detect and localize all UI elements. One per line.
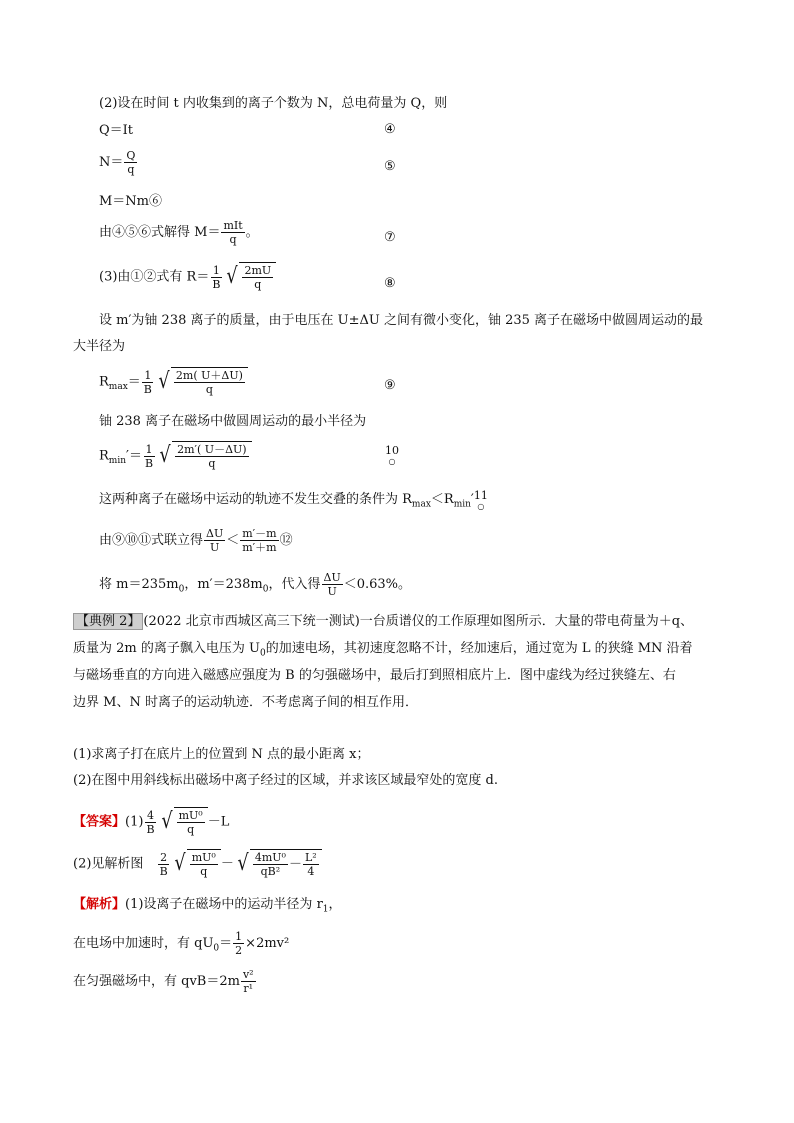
eq-r-frac-den: B — [212, 277, 221, 291]
eq-r-frac — [210, 264, 222, 291]
cond-mid: ＜R — [430, 492, 454, 507]
final-pre: 将 m＝235m — [99, 577, 179, 592]
eq-rmin — [99, 441, 252, 471]
final-sub-b: 0 — [262, 584, 269, 595]
answer-2-den: B — [159, 864, 168, 878]
eq-tag-12: ⑫ — [279, 533, 293, 548]
answer-1-sqrt-num: mU⁰ — [178, 809, 203, 822]
cond-min-sub: min — [453, 499, 471, 510]
eq-r-sqrt-num: 2mU — [244, 264, 272, 277]
eq-r-lhs: (3)由①②式有 R＝ — [99, 269, 210, 285]
eq-rmin-eq: ′＝ — [126, 448, 142, 464]
eq-solve — [99, 219, 259, 246]
eq-tag-4: ④ — [384, 122, 396, 137]
eq-q-it: Q＝It — [99, 123, 134, 138]
final-post: ＜0.63%。 — [343, 577, 412, 592]
ineq-line — [99, 527, 293, 554]
ineq-left-num: ΔU — [206, 527, 224, 540]
eq-rmax-sqrt: √ $\frac{2m( U+\Delta U)}{q}$ — [157, 367, 248, 397]
answer-2-sqrt2-den2: 4 — [307, 865, 315, 878]
eq-tag-10-circle: ○ — [388, 457, 396, 466]
eq-rmin-frac-num: 1 — [145, 442, 153, 456]
eq-solve-post: 。 — [245, 225, 259, 240]
final-mid: ，m′＝238m — [184, 577, 263, 592]
eq-rmax-sub: max — [108, 382, 128, 393]
para-min-radius: 铀 238 离子在磁场中做圆周运动的最小半径为 — [99, 414, 367, 429]
eq-r-frac-num: 1 — [212, 263, 220, 277]
answer-2-num: 2 — [160, 850, 168, 864]
example-label: 【典例 2】 — [73, 613, 143, 630]
answer-2-sqrt2-num2: L² — [304, 851, 317, 864]
analysis-half-den: 2 — [235, 944, 243, 957]
eq-rmin-sqrt: √ $\frac{2m'( U-\Delta U)}{q}$ — [158, 441, 252, 471]
eq-rmax-eq: ＝ — [127, 374, 141, 390]
eq-rmax — [99, 367, 248, 397]
ineq-left-frac — [204, 527, 225, 554]
ineq-lt: ＜ — [226, 533, 240, 548]
answer-2-frac — [158, 851, 170, 878]
final-mid2: ，代入得 — [268, 577, 321, 592]
analysis-text-2-post: ×2mv² — [245, 936, 290, 951]
analysis-half-num: 1 — [235, 930, 243, 943]
eq-rmin-sqrt-num: 2m′( U－ΔU) — [177, 443, 247, 456]
answer-label: 【答案】 — [73, 814, 126, 830]
eq-n-den: q — [127, 163, 135, 176]
analysis-v2-den: r¹ — [243, 982, 254, 995]
eq-tag-11 — [474, 491, 488, 512]
eq-tag-8: ⑧ — [384, 276, 396, 291]
eq-rmin-frac — [143, 443, 155, 470]
final-frac — [322, 571, 343, 598]
eq-tag-11-num: 11 — [473, 489, 488, 502]
eq-tag-7: ⑦ — [384, 230, 396, 245]
answer-1-pre: (1) — [125, 814, 144, 830]
para-m-prime: 设 m′为铀 238 离子的质量，由于电压在 U±ΔU 之间有微小变化，铀 235 离子在磁场中做圆周运动的最 — [99, 313, 704, 328]
eq-rmin-frac-den: B — [144, 456, 154, 470]
example-line-1 — [73, 613, 693, 631]
eq-r — [99, 262, 276, 292]
answer-1-sqrt: √ $\frac{\text{mU⁰}}{q}$ — [160, 807, 208, 837]
eq-rmax-frac — [142, 369, 154, 396]
eq-rmax-frac-num: 1 — [144, 368, 152, 382]
cond-line — [99, 491, 488, 514]
answer-1-den: B — [146, 822, 155, 836]
eq-solve-den: q — [229, 233, 237, 246]
answer-1-sqrt-den: q — [187, 823, 195, 836]
eq-tag-9: ⑨ — [384, 378, 396, 393]
analysis-u0-sub: 0 — [213, 943, 220, 954]
cond-post: ′ — [470, 492, 474, 507]
analysis-eq: ＝ — [219, 936, 233, 951]
eq-n-num: Q — [126, 149, 136, 162]
analysis-v2-num: v² — [242, 968, 254, 981]
final-den: U — [327, 585, 337, 598]
eq-rmin-r: R — [99, 448, 109, 464]
analysis-r1-sub: 1 — [322, 904, 329, 915]
analysis-line-2 — [73, 930, 289, 958]
ineq-pre: 由⑨⑩⑪式联立得 — [99, 533, 204, 548]
eq-rmax-frac-den: B — [143, 382, 152, 396]
cond-max-sub: max — [411, 499, 431, 510]
eq-tag-10 — [385, 446, 399, 467]
eq-rmin-sub: min — [108, 456, 127, 467]
answer-2-sqrt-2: √ $\frac{\text{4mU⁰}}{\text{qB²}}$ － $\frac{\text{L²}}{4}$ — [236, 849, 322, 879]
ineq-right-den: m′＋m — [242, 541, 277, 554]
example-u0-sub: 0 — [259, 648, 266, 659]
cond-pre: 这两种离子在磁场中运动的轨迹不发生交叠的条件为 R — [99, 492, 412, 507]
eq-rmax-sqrt-num: 2m( U＋ΔU) — [175, 369, 243, 382]
answer-2-sqrt1-num: mU⁰ — [191, 851, 216, 864]
answer-1-num: 4 — [146, 808, 154, 822]
eq-solve-num: mIt — [223, 219, 243, 232]
eq-solve-frac — [221, 219, 244, 246]
eq-solve-pre: 由④⑤⑥式解得 M＝ — [99, 225, 221, 240]
example-text-2: 质量为 2m 的离子飘入电压为 U — [73, 641, 260, 656]
eq-r-sqrt-den: q — [254, 278, 262, 291]
answer-2-sqrt2-den: qB² — [260, 865, 281, 878]
ineq-right-frac — [240, 527, 278, 554]
para-m-prime-cont: 大半径为 — [73, 339, 126, 354]
analysis-v2-frac — [241, 968, 256, 995]
eq-r-sqrt: √ $\frac{2mU}{q}$ — [225, 262, 276, 292]
example-line-3: 与磁场垂直的方向进入磁感应强度为 B 的匀强磁场中，最后打到照相底片上．图中虚线为经过狭缝左、右 — [73, 668, 676, 683]
eq-rmax-r: R — [99, 374, 109, 390]
analysis-text-2-pre: 在电场中加速时，有 qU — [73, 936, 214, 951]
answer-1-post: －L — [207, 814, 230, 830]
answer-2-sqrt1-den: q — [200, 865, 208, 878]
final-num: ΔU — [323, 571, 341, 584]
eq-m: M＝Nm⑥ — [99, 194, 163, 209]
eq-n-lhs: N＝ — [99, 155, 124, 170]
eq-n — [99, 149, 138, 176]
question-1: (1)求离子打在底片上的位置到 N 点的最小距离 x； — [73, 747, 370, 762]
part2-intro: (2)设在时间 t 内收集到的离子个数为 N，总电荷量为 Q，则 — [99, 96, 448, 111]
answer-line-1 — [73, 807, 229, 837]
analysis-label: 【解析】 — [73, 897, 126, 912]
ineq-left-den: U — [209, 541, 220, 554]
answer-2-pre: (2)见解析图 — [73, 856, 144, 872]
final-sub-a: 0 — [178, 584, 185, 595]
final-line — [99, 571, 411, 599]
analysis-text-3-pre: 在匀强磁场中，有 qvB＝2m — [73, 974, 240, 989]
eq-rmin-sqrt-den: q — [208, 457, 216, 470]
answer-2-sqrt2-minus: － — [288, 856, 302, 872]
analysis-text-1: (1)设离子在磁场中的运动半径为 r — [125, 897, 323, 912]
eq-n-frac — [124, 149, 137, 176]
example-text-2b: 的加速电场，其初速度忽略不计，经加速后，通过宽为 L 的狭缝 MN 沿着 — [265, 641, 693, 656]
eq-tag-5: ⑤ — [384, 159, 396, 174]
eq-tag-10-num: 10 — [385, 444, 399, 457]
example-text-1: (2022 北京市西城区高三下统一测试)一台质谱仪的工作原理如图所示．大量的带电荷量为＋q、 — [143, 614, 694, 629]
eq-tag-11-circle: ○ — [477, 502, 485, 511]
ineq-right-num: m′－m — [242, 527, 277, 540]
answer-line-2 — [73, 849, 322, 879]
example-line-4: 边界 M、N 时离子的运动轨迹．不考虑离子间的相互作用． — [73, 695, 418, 710]
answer-2-minus: － — [220, 856, 234, 872]
answer-2-sqrt2-num: 4mU⁰ — [254, 851, 286, 864]
analysis-half-frac — [233, 930, 244, 957]
analysis-line-3 — [73, 968, 257, 995]
question-2: (2)在图中用斜线标出磁场中离子经过的区域，并求该区域最窄处的宽度 d. — [73, 773, 499, 788]
example-line-2 — [73, 640, 693, 663]
answer-1-frac — [144, 809, 156, 836]
answer-2-sqrt-1: √ $\frac{\text{mU⁰}}{q}$ — [173, 849, 221, 879]
eq-rmax-sqrt-den: q — [205, 383, 213, 396]
analysis-text-1-post: ， — [328, 897, 342, 912]
analysis-line-1 — [73, 896, 342, 919]
